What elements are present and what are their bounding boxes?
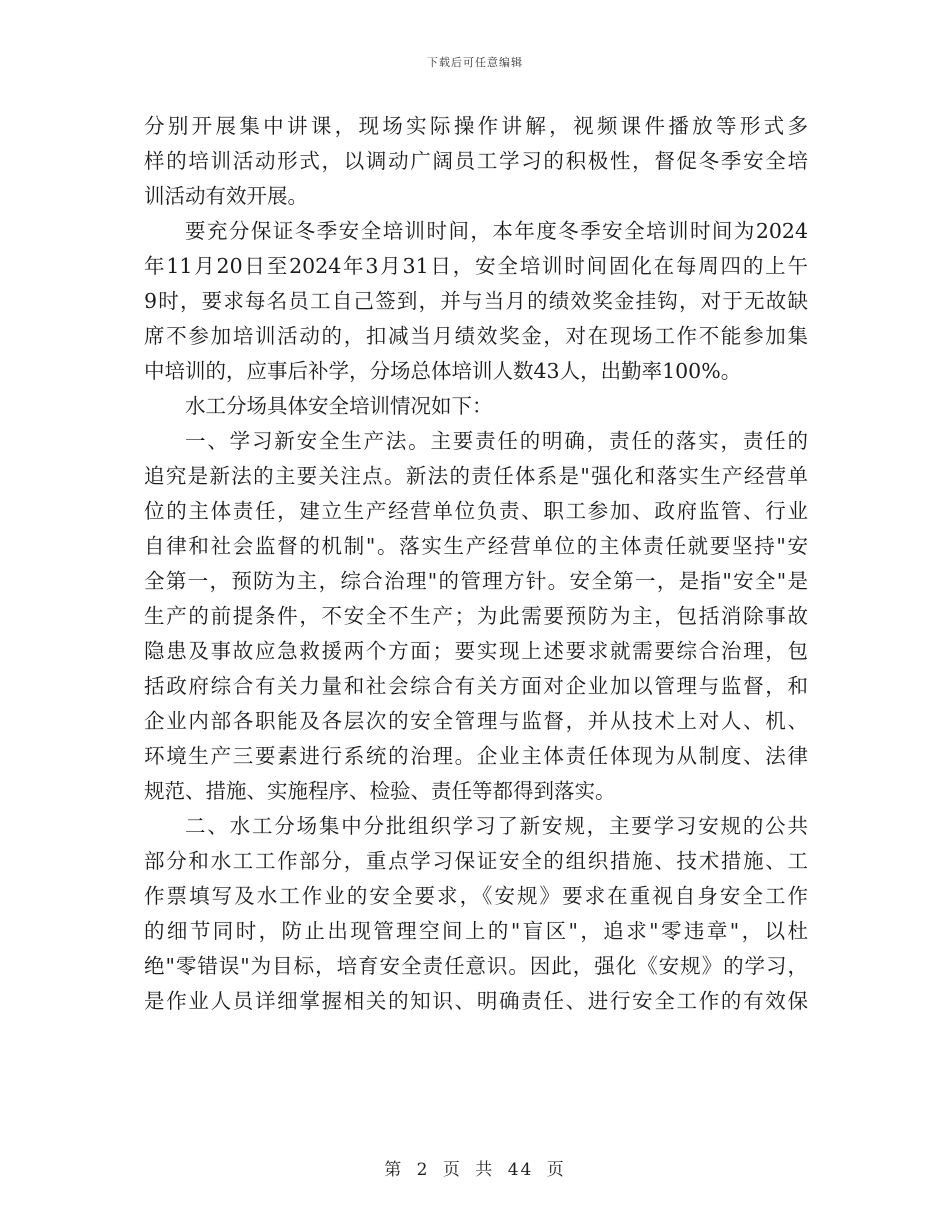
body-line: 分别开展集中讲课，现场实际操作讲解，视频课件播放等形式多	[144, 114, 808, 138]
page-footer	[0, 1155, 950, 1180]
body-line: 自律和社会监督的机制"。落实生产经营单位的主体责任就要坚持"安	[144, 534, 808, 558]
body-line: 绝"零错误"为目标，培育安全责任意识。因此，强化《安规》的学习，	[144, 954, 808, 978]
body-line: 全第一，预防为主，综合治理"的管理方针。安全第一，是指"安全"是	[144, 569, 808, 593]
body-line: 隐患及事故应急救援两个方面；要实现上述要求就需要综合治理，包	[144, 639, 808, 663]
footer-page-number: 2	[416, 1160, 430, 1180]
body-line: 追究是新法的主要关注点。新法的责任体系是"强化和落实生产经营单	[144, 464, 808, 488]
body-line: 样的培训活动形式，以调动广阔员工学习的积极性，督促冬季安全培	[144, 149, 808, 173]
body-line: 中培训的，应事后补学，分场总体培训人数43人，出勤率100%。	[144, 359, 742, 383]
body-line: 部分和水工工作部分，重点学习保证安全的组织措施、技术措施、工	[144, 849, 808, 873]
footer-page-mid: 页	[442, 1160, 462, 1180]
body-line: 括政府综合有关力量和社会综合有关方面对企业加以管理与监督，和	[144, 674, 808, 698]
body-line: 位的主体责任，建立生产经营单位负责、职工参加、政府监管、行业	[144, 499, 808, 523]
footer-total-pages: 44	[507, 1160, 534, 1180]
body-line: 9时，要求每名员工自己签到，并与当月的绩效奖金挂钩，对于无故缺	[144, 289, 808, 313]
body-line: 一、学习新安全生产法。主要责任的明确，责任的落实，责任的	[185, 429, 808, 453]
footer-page-prefix: 第	[384, 1160, 404, 1180]
body-line: 水工分场具体安全培训情况如下：	[185, 394, 493, 418]
page-header-note: 下载后可任意编辑	[427, 56, 523, 69]
body-line: 要充分保证冬季安全培训时间，本年度冬季安全培训时间为2024	[185, 219, 808, 243]
body-line: 环境生产三要素进行系统的治理。企业主体责任体现为从制度、法律	[144, 744, 808, 768]
body-line: 规范、措施、实施程序、检验、责任等都得到落实。	[144, 779, 616, 803]
body-line: 生产的前提条件，不安全不生产；为此需要预防为主，包括消除事故	[144, 604, 808, 628]
body-line: 年11月20日至2024年3月31日，安全培训时间固化在每周四的上午	[144, 254, 808, 278]
body-line: 二、水工分场集中分批组织学习了新安规，主要学习安规的公共	[185, 814, 808, 838]
body-line: 是作业人员详细掌握相关的知识、明确责任、进行安全工作的有效保	[144, 989, 808, 1013]
body-line: 训活动有效开展。	[144, 184, 308, 208]
footer-page-suffix: 页	[546, 1160, 566, 1180]
footer-total-prefix: 共	[475, 1160, 495, 1180]
body-line: 企业内部各职能及各层次的安全管理与监督，并从技术上对人、机、	[144, 709, 808, 733]
body-line: 的细节同时，防止出现管理空间上的"盲区"，追求"零违章"，以杜	[144, 919, 808, 943]
body-line: 席不参加培训活动的，扣减当月绩效奖金，对在现场工作不能参加集	[144, 324, 808, 348]
body-line: 作票填写及水工作业的安全要求，《安规》要求在重视自身安全工作	[144, 884, 808, 908]
document-body	[144, 109, 808, 1019]
